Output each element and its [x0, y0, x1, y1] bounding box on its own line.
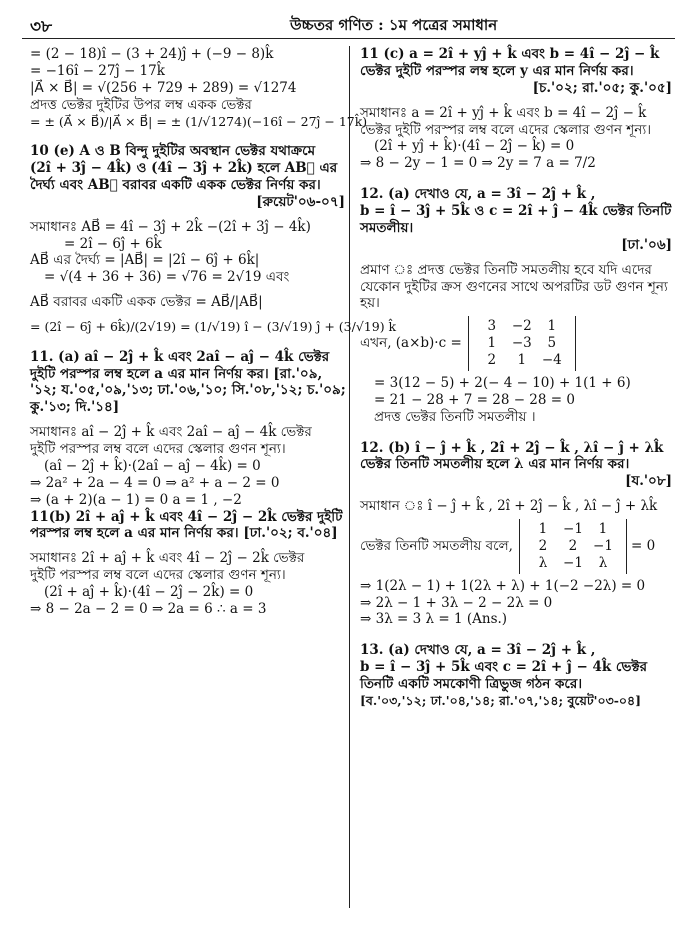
matrix-cell: 2 — [568, 537, 578, 554]
proof-line: হয়। — [360, 295, 380, 312]
solution-line: AB⃗ বরাবর একটি একক ভেক্টর = AB⃗/|AB⃗| — [30, 294, 263, 311]
page-header — [0, 6, 697, 40]
question-12a: b = î − 3ĵ + 5k̂ ও c = 2î + ĵ − 4k̂ ভেক্টর তিনটি — [360, 203, 672, 219]
calc-line: প্রদত্ত ভেক্টর তিনটি সমতলীয় । — [374, 408, 536, 425]
matrix-cell: 1 — [487, 335, 497, 352]
matrix-cell: 1 — [517, 352, 527, 368]
solution-line: AB⃗ এর দৈর্ঘ্য = |AB⃗| = |2î − 6ĵ + 6k̂| — [30, 252, 260, 269]
question-11c: 11 (c) a = 2î + yĵ + k̂ এবং b = 4î − 2ĵ − k̂ — [360, 46, 660, 62]
question-13: b = î − 3ĵ + 5k̂ এবং c = 2î + ĵ − 4k̂ ভেক্টর — [360, 659, 648, 676]
question-11a: দুইটি পরস্পর লম্ব হলে a এর মান নির্ণয় কর। [রা.'০৯, — [30, 365, 323, 382]
eq-line: = ± (A⃗ × B⃗)/|A⃗ × B⃗| = ± (1/√1274)(−16î − 27ĵ − 17k̂) — [30, 113, 368, 129]
question-12b: ভেক্টর তিনটি সমতলীয় হলে λ এর মান নির্ণয় কর। — [360, 456, 630, 473]
page-title: উচ্চতর গণিত : ১ম পত্রের সমাধান — [290, 16, 498, 34]
solution-line: (aî − 2ĵ + k̂)·(2aî − aĵ − 4k̂) = 0 — [44, 457, 261, 474]
eq-line: |A⃗ × B⃗| = √(256 + 729 + 289) = √1274 — [30, 79, 297, 96]
calc-line: ⇒ 1(2λ − 1) + 1(2λ + λ) + 1(−2 −2λ) = 0 — [360, 577, 646, 594]
matrix-cell: 1 — [547, 318, 557, 335]
matrix-cell: 2 — [538, 537, 548, 554]
solution-line: (2î + yĵ + k̂)·(4î − 2ĵ − k̂) = 0 — [374, 138, 575, 155]
proof-line: যেকোন দুইটির ক্রস গুণনের সাথে অপরটির ডট গুণন শূন্য — [360, 278, 668, 295]
eq-line: = −16î − 27ĵ − 17k̂ — [30, 62, 165, 79]
question-11b: পরস্পর লম্ব হলে a এর মান নির্ণয় কর। [ঢা.'০২; ব.'০৪] — [30, 525, 338, 542]
matrix-cell: −3 — [511, 335, 532, 352]
page-number: ৩৮ — [30, 17, 53, 37]
question-12a: সমতলীয়। — [360, 219, 414, 236]
solution-line: (2î + aĵ + k̂)·(4î − 2ĵ − 2k̂) = 0 — [44, 584, 254, 600]
solution-line: ⇒ 8 − 2y − 1 = 0 ⇒ 2y = 7 a = 7/2 — [360, 155, 596, 172]
solution-line: সমাধানঃ 2î + aĵ + k̂ এবং 4î − 2ĵ − 2k̂ ভেক্টর — [30, 550, 305, 567]
matrix-cell: λ — [538, 554, 548, 571]
calc-line: = 3(12 − 5) + 2(− 4 − 10) + 1(1 + 6) — [374, 374, 631, 391]
question-12b: 12. (b) î − ĵ + k̂ , 2î + 2ĵ − k̂ , λî − ĵ + λk̂ — [360, 439, 664, 456]
question-11b: 11(b) 2î + aĵ + k̂ এবং 4î − 2ĵ − 2k̂ ভেক্টর দুইটি — [30, 508, 343, 525]
question-reference: [রুয়েট'০৬-০৭] — [256, 193, 345, 210]
matrix-cell: 1 — [598, 521, 608, 537]
solution-line: সমাধানঃ a = 2î + yĵ + k̂ এবং b = 4î − 2ĵ − k̂ — [360, 104, 647, 121]
determinant-1 — [360, 316, 672, 371]
question-reference: [ব.'০৩,'১২; ঢা.'০৪,'১৪; রা.'০৭,'১৪; বুয়েট'০৩-০৪] — [360, 692, 642, 708]
question-11a: '১২; য.'০৫,'০৯,'১৩; ঢা.'০৬,'১০; সি.'০৮,'১২; চ.'০৯; — [30, 382, 346, 399]
question-12a: 12. (a) দেখাও যে, a = 3î − 2ĵ + k̂ , — [360, 186, 596, 203]
matrix-cell: 2 — [487, 352, 497, 368]
solution-line: ⇒ 2a² + 2a − 4 = 0 ⇒ a² + a − 2 = 0 — [30, 474, 280, 491]
matrix-cell: 1 — [538, 521, 548, 537]
determinant-2 — [360, 519, 672, 574]
matrix-cell: −1 — [593, 537, 613, 554]
question-10e: 10 (e) A ও B বিন্দু দুইটির অবস্থান ভেক্টর যথাক্রমে — [30, 143, 316, 160]
determinant-label: এখন, (a×b)·c = — [360, 335, 462, 352]
solution-line: সমাধানঃ AB⃗ = 4î − 3ĵ + 2k̂ −(2î + 3ĵ − 4k̂) — [30, 218, 311, 235]
matrix-cell: 3 — [487, 318, 497, 335]
matrix-cell: 5 — [547, 335, 557, 352]
determinant-matrix — [468, 316, 576, 371]
proof-line: প্রমাণ ঃ প্রদত্ত ভেক্টর তিনটি সমতলীয় হবে যদি এদের — [360, 261, 652, 278]
question-11a: 11. (a) aî − 2ĵ + k̂ এবং 2aî − aĵ − 4k̂ ভেক্টর — [30, 348, 330, 365]
matrix-cell: λ — [598, 554, 608, 571]
solution-line: ভেক্টর দুইটি পরস্পর লম্ব বলে এদের স্কেলার গুণন শূন্য। — [360, 121, 652, 138]
question-reference: [য.'০৮] — [625, 473, 672, 490]
column-divider — [349, 46, 350, 908]
solution-line: দুইটি পরস্পর লম্ব বলে এদের স্কেলার গুণন শূন্য। — [30, 567, 286, 584]
eq-line: = (2 − 18)î − (3 + 24)ĵ + (−9 − 8)k̂ — [30, 46, 274, 62]
question-13: তিনটি একটি সমকোণী ত্রিভুজ গঠন করে। — [360, 676, 583, 692]
matrix-cell: −1 — [563, 521, 583, 537]
question-reference: [ঢা.'০৬] — [621, 236, 672, 253]
header-rule — [22, 38, 675, 39]
question-10e: দৈর্ঘ্য এবং AB⃗ বরাবর একটি একক ভেক্টর নির্ণয় কর। — [30, 176, 321, 193]
solution-line: ⇒ (a + 2)(a − 1) = 0 a = 1 , −2 — [30, 491, 242, 508]
question-11c: ভেক্টর দুইটি পরস্পর লম্ব হলে y এর মান নির্ণয় কর। — [360, 62, 634, 79]
matrix-cell: −4 — [541, 352, 562, 368]
matrix-cell: −2 — [511, 318, 532, 335]
solution-line: দুইটি পরস্পর লম্ব বলে এদের স্কেলার গুণন শূন্য। — [30, 441, 286, 457]
solution-line: সমাধান ঃ î − ĵ + k̂ , 2î + 2ĵ − k̂ , λî − ĵ + λk̂ — [360, 498, 658, 515]
question-10e: (2î + 3ĵ − 4k̂) ও (4î − 3ĵ + 2k̂) হলে AB⃗ এর — [30, 160, 338, 176]
text-line: প্রদত্ত ভেক্টর দুইটির উপর লম্ব একক ভেক্টর — [30, 96, 252, 113]
right-column — [360, 46, 672, 709]
question-13: 13. (a) দেখাও যে, a = 3î − 2ĵ + k̂ , — [360, 642, 596, 659]
determinant-matrix — [519, 519, 627, 574]
solution-line: ⇒ 8 − 2a − 2 = 0 ⇒ 2a = 6 ∴ a = 3 — [30, 600, 267, 617]
calc-line: = 21 − 28 + 7 = 28 − 28 = 0 — [374, 391, 575, 408]
solution-line: সমাধানঃ aî − 2ĵ + k̂ এবং 2aî − aĵ − 4k̂ ভেক্টর — [30, 424, 312, 441]
calc-line: ⇒ 3λ = 3 λ = 1 (Ans.) — [360, 611, 508, 628]
solution-line: = (2î − 6ĵ + 6k̂)/(2√19) = (1/√19) î − (3/√19) ĵ + (3/√19) k̂ — [30, 319, 397, 334]
question-11a: কু.'১৩; দি.'১৪] — [30, 399, 120, 416]
calc-line: ⇒ 2λ − 1 + 3λ − 2 − 2λ = 0 — [360, 594, 553, 611]
determinant-label: ভেক্টর তিনটি সমতলীয় বলে, — [360, 537, 513, 554]
matrix-cell: −1 — [563, 554, 583, 571]
question-reference: [চ.'০২; রা.'০৫; কু.'০৫] — [532, 79, 672, 96]
determinant-rhs: = 0 — [630, 537, 656, 554]
solution-line: = 2î − 6ĵ + 6k̂ — [64, 235, 162, 252]
solution-line: = √(4 + 36 + 36) = √76 = 2√19 এবং — [44, 269, 290, 286]
